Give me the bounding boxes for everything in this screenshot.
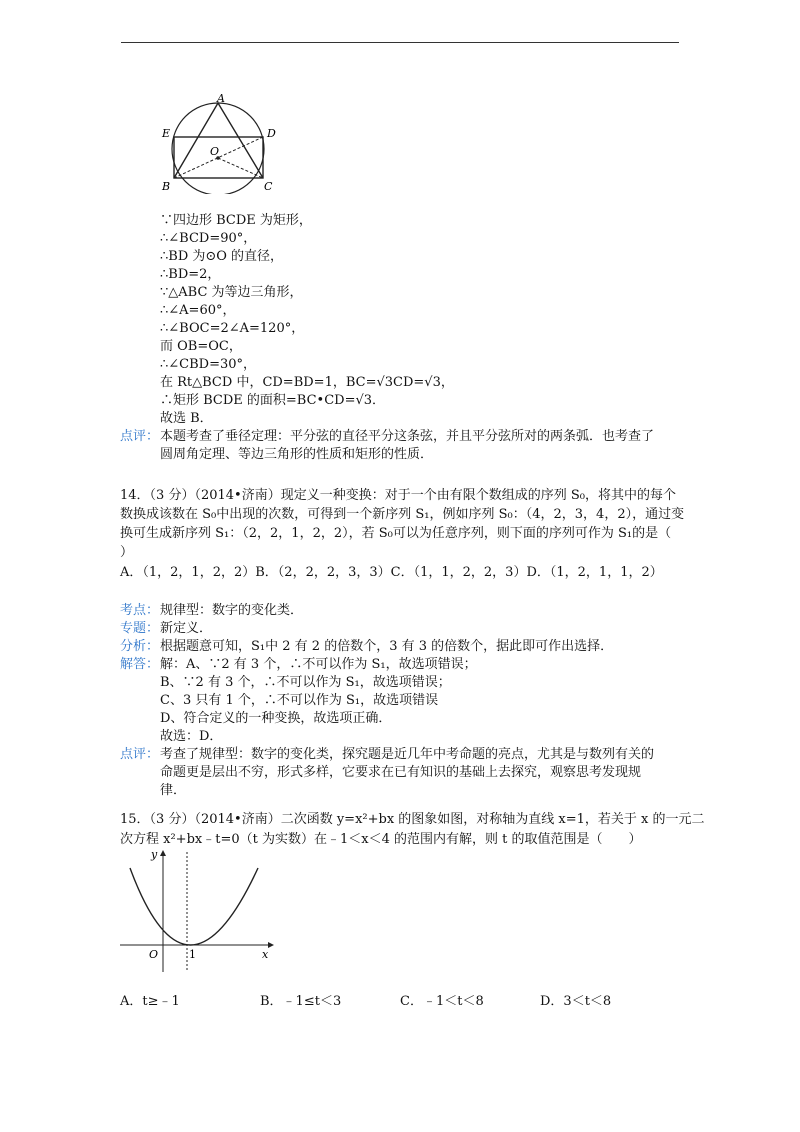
q13-comment-label: 点评： — [120, 429, 160, 444]
parabola-curve — [130, 868, 258, 945]
q15-option-d: D．3＜t＜8 — [540, 994, 612, 1009]
q13-comment-line-2: 圆周角定理、等边三角形的性质和矩形的性质． — [160, 447, 434, 462]
q14-kaodian-label: 考点： — [120, 603, 160, 618]
q15-option-a: A．t≥﹣1 — [120, 994, 180, 1009]
q13-line-11: ∴矩形 BCDE 的面积=BC•CD=√3． — [160, 393, 386, 408]
q14-zhuanti-label: 专题： — [120, 621, 160, 636]
q14-stem-line-3: 换可生成新序列 S₁：（2，2，1，2，2），若 S₀可以为任意序列，则下面的序列可作为 S₁的是（ — [120, 526, 672, 541]
label-a: A — [217, 92, 225, 105]
q13-line-12: 故选 B． — [160, 411, 213, 426]
label-b: B — [162, 180, 171, 193]
q15-option-b: B．﹣1≤t＜3 — [260, 994, 342, 1009]
q13-line-2: ∴∠BCD=90°， — [160, 231, 257, 246]
q13-line-5: ∵△ABC 为等边三角形， — [160, 285, 303, 300]
q14-jieda-label: 解答： — [120, 657, 160, 672]
q14-stem-line-2: 数换成该数在 S₀中出现的次数，可得到一个新序列 S₁，例如序列 S₀：（4，2，3，4，2），通过变 — [120, 507, 685, 522]
label-c: C — [264, 180, 273, 193]
q14-jieda-line-4: D、符合定义的一种变换，故选项正确． — [160, 711, 392, 726]
parabola-graph — [118, 848, 278, 976]
q14-dianping-line-2: 命题更是层出不穷，形式多样，它要求在已有知识的基础上去探究，观察思考发现规 — [160, 765, 642, 780]
x-axis-arrow — [268, 942, 274, 948]
q14-jieda-line-2: B、∵2 有 3 个，∴不可以作为 S₁，故选项错误； — [160, 675, 451, 690]
header-rule — [121, 42, 679, 43]
q14-fenxi: 根据题意可知，S₁中 2 有 2 的倍数个，3 有 3 的倍数个，据此即可作出选择． — [160, 639, 614, 654]
q14-jieda-line-5: 故选：D． — [160, 729, 223, 744]
q14-options: A．（1，2，1，2，2）B．（2，2，2，3，3）C．（1，1，2，2，3）D．（1，2，1，1，2） — [120, 565, 663, 580]
graph-label-o: O — [149, 948, 159, 961]
graph-label-x: x — [262, 948, 269, 961]
q14-zhuanti: 新定义． — [160, 621, 213, 636]
q15-option-c: C．﹣1＜t＜8 — [400, 994, 484, 1009]
q15-stem-line-2: 次方程 x²+bx﹣t=0（t 为实数）在﹣1＜x＜4 的范围内有解，则 t 的取值范围是（ ） — [120, 832, 642, 847]
graph-label-y: y — [151, 848, 158, 861]
q13-line-4: ∴BD=2， — [160, 267, 221, 282]
q13-comment-line-1: 本题考查了垂径定理：平分弦的直径平分这条弦，并且平分弦所对的两条弧．也考查了 — [160, 429, 655, 444]
q13-line-9: ∴∠CBD=30°， — [160, 357, 257, 372]
label-o: O — [210, 145, 220, 158]
q14-kaodian: 规律型：数字的变化类． — [160, 603, 304, 618]
label-d: D — [267, 127, 276, 140]
q13-line-6: ∴∠A=60°， — [160, 303, 236, 318]
circle-figure — [160, 92, 290, 194]
q13-line-1: ∵四边形 BCDE 为矩形， — [160, 213, 312, 228]
q14-stem-line-4: ） — [120, 545, 134, 560]
label-e: E — [162, 127, 171, 140]
q14-jieda-line-3: C、3 只有 1 个，∴不可以作为 S₁，故选项错误 — [160, 693, 439, 708]
q14-dianping-label: 点评： — [120, 747, 160, 762]
graph-label-one: 1 — [189, 948, 196, 961]
q13-line-10: 在 Rt△BCD 中，CD=BD=1，BC=√3CD=√3， — [160, 375, 454, 390]
q14-stem-line-1: 14．（3 分）（2014•济南）现定义一种变换：对于一个由有限个数组成的序列 S₀，将其中的每个 — [120, 488, 676, 503]
q13-line-8: 而 OB=OC， — [160, 339, 242, 354]
q13-line-7: ∴∠BOC=2∠A=120°， — [160, 321, 305, 336]
y-axis-arrow — [160, 850, 166, 856]
q15-stem-line-1: 15．（3 分）（2014•济南）二次函数 y=x²+bx 的图象如图，对称轴为直线 x=1，若关于 x 的一元二 — [120, 812, 705, 827]
q13-line-3: ∴BD 为⊙O 的直径， — [160, 249, 284, 264]
q14-dianping-line-1: 考查了规律型：数字的变化类，探究题是近几年中考命题的亮点，尤其是与数列有关的 — [160, 747, 655, 762]
q14-jieda-line-1: 解：A、∵2 有 3 个，∴不可以作为 S₁，故选项错误； — [160, 657, 477, 672]
q14-dianping-line-3: 律． — [160, 783, 187, 798]
q14-fenxi-label: 分析： — [120, 639, 160, 654]
